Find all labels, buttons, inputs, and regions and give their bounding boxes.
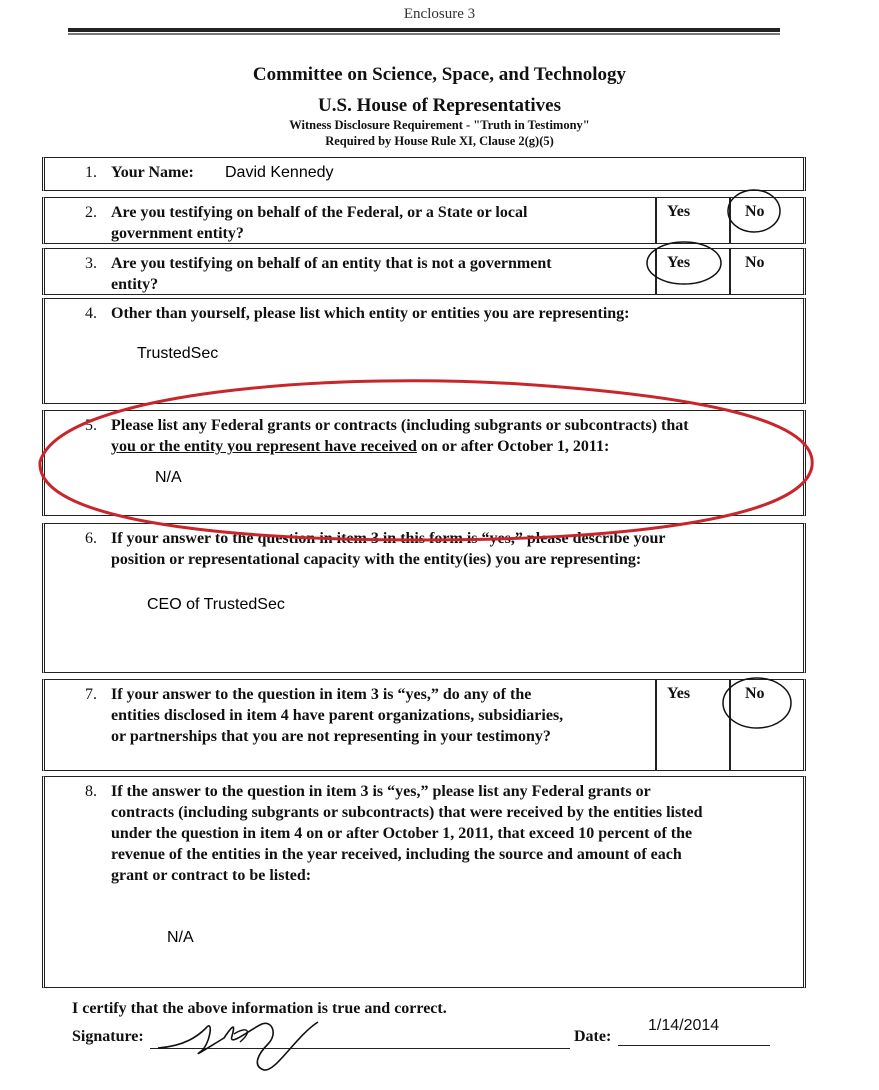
question-1-number: 1. [85,164,97,181]
question-1-label: Your Name: [111,164,194,181]
committee-title: Committee on Science, Space, and Technology [252,64,627,85]
question-8-text-line4: revenue of the entities in the year received, including the source and amount of each [111,846,682,863]
highlight-ellipse [40,381,812,540]
question-2-number: 2. [85,204,97,221]
question-8-number: 8. [85,783,97,800]
related-grants-answer[interactable]: N/A [167,929,194,946]
question-2-text-line1: Are you testifying on behalf of the Federal, or a State or local [111,204,528,221]
name-answer[interactable]: David Kennedy [225,164,334,181]
question-8-text-line2: contracts (including subgrants or subcontracts) that were received by the entities listed [111,804,703,821]
certification-statement: I certify that the above information is true and correct. [72,1000,447,1017]
signature-label: Signature: [72,1028,144,1045]
question-4-number: 4. [85,305,97,322]
question-6-text-line2: position or representational capacity with the entity(ies) you are representing: [111,551,642,568]
question-7-text-line3: or partnerships that you are not representing in your testimony? [111,728,551,745]
question-3-yes[interactable]: Yes [667,254,691,271]
entity-answer[interactable]: TrustedSec [137,345,219,362]
no-circle-q2 [728,190,780,232]
grants-answer[interactable]: N/A [155,469,182,486]
question-3-number: 3. [85,255,97,272]
enclosure-label: Enclosure 3 [403,6,476,22]
question-7-text-line2: entities disclosed in item 4 have parent organizations, subsidiaries, [111,707,564,724]
question-3-text-line2: entity? [111,276,159,293]
house-rule: Required by House Rule XI, Clause 2(g)(5) [325,134,554,148]
signature-scribble [158,1022,318,1070]
question-8-text-line5: grant or contract to be listed: [111,867,312,884]
question-5-rest: on or after October 1, 2011: [416,438,610,455]
question-2-no[interactable]: No [745,203,765,220]
question-6-number: 6. [85,530,97,547]
question-2-yes[interactable]: Yes [667,203,691,220]
no-circle-q7 [723,678,791,728]
question-7-yes[interactable]: Yes [667,685,691,702]
question-6-text-line1: If your answer to the question in item 3 in this form is “yes,” please describe your [111,530,666,547]
question-3-text-line1: Are you testifying on behalf of an entity that is not a government [111,255,552,272]
date-label: Date: [574,1028,612,1045]
question-2-text-line2: government entity? [111,225,244,242]
yes-circle-q3 [647,242,721,284]
question-5-underlined: you or the entity you represent have received [111,438,417,455]
question-8-text-line3: under the question in item 4 on or after October 1, 2011, that exceed 10 percent of the [111,825,693,842]
witness-requirement: Witness Disclosure Requirement - "Truth in Testimony" [289,118,590,132]
question-5-text-line1: Please list any Federal grants or contracts (including subgrants or subcontracts) that [111,417,689,434]
question-3-no[interactable]: No [745,254,765,271]
date-value[interactable]: 1/14/2014 [648,1017,720,1034]
question-5-number: 5. [85,417,97,434]
question-7-number: 7. [85,686,97,703]
question-8-text-line1: If the answer to the question in item 3 is “yes,” please list any Federal grants or [111,783,651,800]
question-7-text-line1: If your answer to the question in item 3 is “yes,” do any of the [111,686,532,703]
question-4-text: Other than yourself, please list which entity or entities you are representing: [111,305,630,322]
house-title: U.S. House of Representatives [318,95,561,116]
question-7-no[interactable]: No [745,685,765,702]
position-answer[interactable]: CEO of TrustedSec [147,596,285,613]
